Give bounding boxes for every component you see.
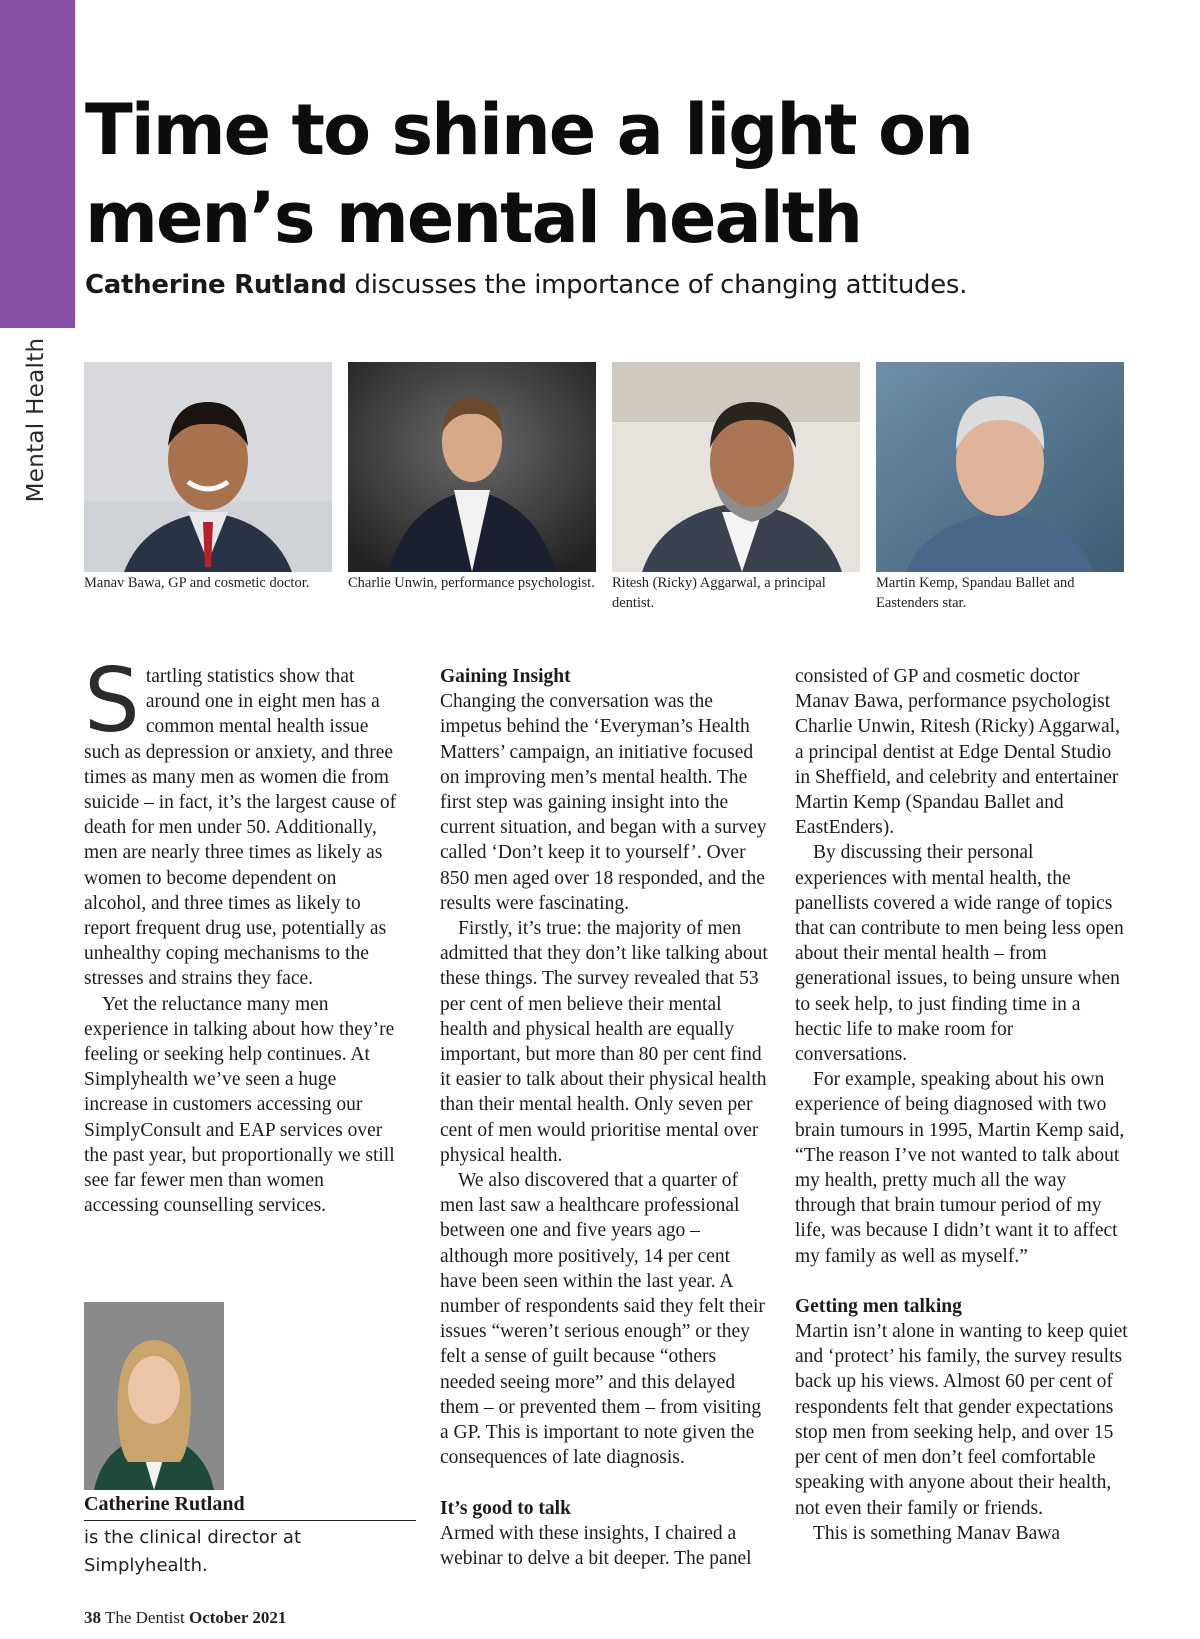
subheading: Getting men talking <box>795 1295 962 1317</box>
paragraph <box>84 649 402 992</box>
paragraph: consisted of GP and cosmetic doctor Manav Bawa, performance psychologist Charlie Unwin, Ritesh (Ricky) Aggarwal, a principal dentist at Edge Dental Studio in Sheffield, and celebrity and entertainer Martin Kemp (Spandau Ballet and EastEnders). <box>795 666 1120 839</box>
section-color-bar <box>0 0 75 328</box>
subheading: It’s good to talk <box>440 1497 571 1519</box>
standfirst <box>85 270 967 300</box>
publication-name: The Dentist <box>101 1608 189 1627</box>
photo-caption: Manav Bawa, GP and cosmetic doctor. <box>84 575 310 591</box>
photo-charlie-unwin <box>348 362 596 572</box>
paragraph: Armed with these insights, I chaired a webinar to delve a bit deeper. The panel <box>440 1522 752 1569</box>
paragraph: By discussing their personal experiences with mental health, the panellists covered a wide range of topics that can contribute to men being less open about their mental health – from generational issues, to being unsure when to seek help, to just finding time in a hectic life to make room for conversations. <box>795 842 1124 1066</box>
page-footer <box>84 1608 286 1628</box>
photo-caption: Ritesh (Ricky) Aggarwal, a principal dentist. <box>612 575 826 611</box>
paragraph: Firstly, it’s true: the majority of men admitted that they don’t like talking about these things. The survey revealed that 53 per cent of men believe their mental health and physical health are equally important, but more than 80 per cent find it easier to talk about their physical health than their mental health. Only seven per cent of men would prioritise mental over physical health. <box>440 918 768 1166</box>
drop-cap: S <box>84 649 140 752</box>
author-photo <box>84 1302 224 1490</box>
photo-caption: Martin Kemp, Spandau Ballet and Eastenders star. <box>876 575 1075 611</box>
paragraph: We also discovered that a quarter of men last saw a healthcare professional between one and five years ago – although more positively, 14 per cent have been seen within the last year. A number of respondents said they felt their issues “weren’t serious enough” or they felt a sense of guilt because “others needed seeing more” and this delayed them – or prevented them – from visiting a GP. This is important to note given the consequences of late diagnosis. <box>440 1170 765 1469</box>
standfirst-author: Catherine Rutland <box>85 270 347 300</box>
paragraph: This is something Manav Bawa <box>813 1522 1060 1544</box>
issue-date: October 2021 <box>188 1608 287 1627</box>
paragraph: Yet the reluctance many men experience in talking about how they’re feeling or seeking help continues. At Simplyhealth we’ve seen a huge increase in customers accessing our SimplyConsult and EAP services over the past year, but proportionally we still see far fewer men than women accessing counselling services. <box>84 993 395 1217</box>
headline: Time to shine a light on men’s mental health <box>85 89 972 259</box>
author-bio: is the clinical director at Simplyhealth. <box>84 1527 302 1576</box>
paragraph: Martin isn’t alone in wanting to keep quiet and ‘protect’ his family, the survey results back up his views. Almost 60 per cent of respondents felt that gender expectations stop men from seeking help, and over 15 per cent of men don’t feel comfortable speaking with anyone about their health, not even their family or friends. <box>795 1321 1128 1519</box>
subheading: Gaining Insight <box>440 666 571 687</box>
paragraph: For example, speaking about his own experience of being diagnosed with two brain tumours in 1995, Martin Kemp said, “The reason I’ve not wanted to talk about my health, pretty much all the way through that brain tumour period of my life, was because I didn’t want it to affect my family as well as myself.” <box>795 1069 1125 1267</box>
article-column-3 <box>795 664 1130 1546</box>
standfirst-text: discusses the importance of changing attitudes. <box>346 270 968 300</box>
photo-ritesh-aggarwal <box>612 362 860 572</box>
paragraph: Changing the conversation was the impetus behind the ‘Everyman’s Health Matters’ campaign, an initiative focused on improving men’s mental health. The first step was gaining insight into the current situation, and began with a survey called ‘Don’t keep it to yourself’. Over 850 men aged over 18 responded, and the results were fascinating. <box>440 691 767 914</box>
paragraph-text: tartling statistics show that around one in eight men has a common mental health issue such as depression or anxiety, and three times as many men as women die from suicide – in fact, it’s the largest cause of death for men under 50. Additionally, men are nearly three times as likely as women to become dependent on alcohol, and three times as likely to report frequent drug use, potentially as unhealthy coping mechanisms to the stresses and strains they face. <box>84 666 397 990</box>
section-label: Mental Health <box>23 337 49 503</box>
page-number: 38 <box>84 1608 101 1627</box>
photo-martin-kemp <box>876 362 1124 572</box>
photo-caption: Charlie Unwin, performance psychologist. <box>348 575 595 591</box>
photo-manav-bawa <box>84 362 332 572</box>
article-column-2 <box>440 664 770 1571</box>
author-name: Catherine Rutland <box>84 1493 416 1521</box>
article-column-1 <box>84 649 402 1218</box>
